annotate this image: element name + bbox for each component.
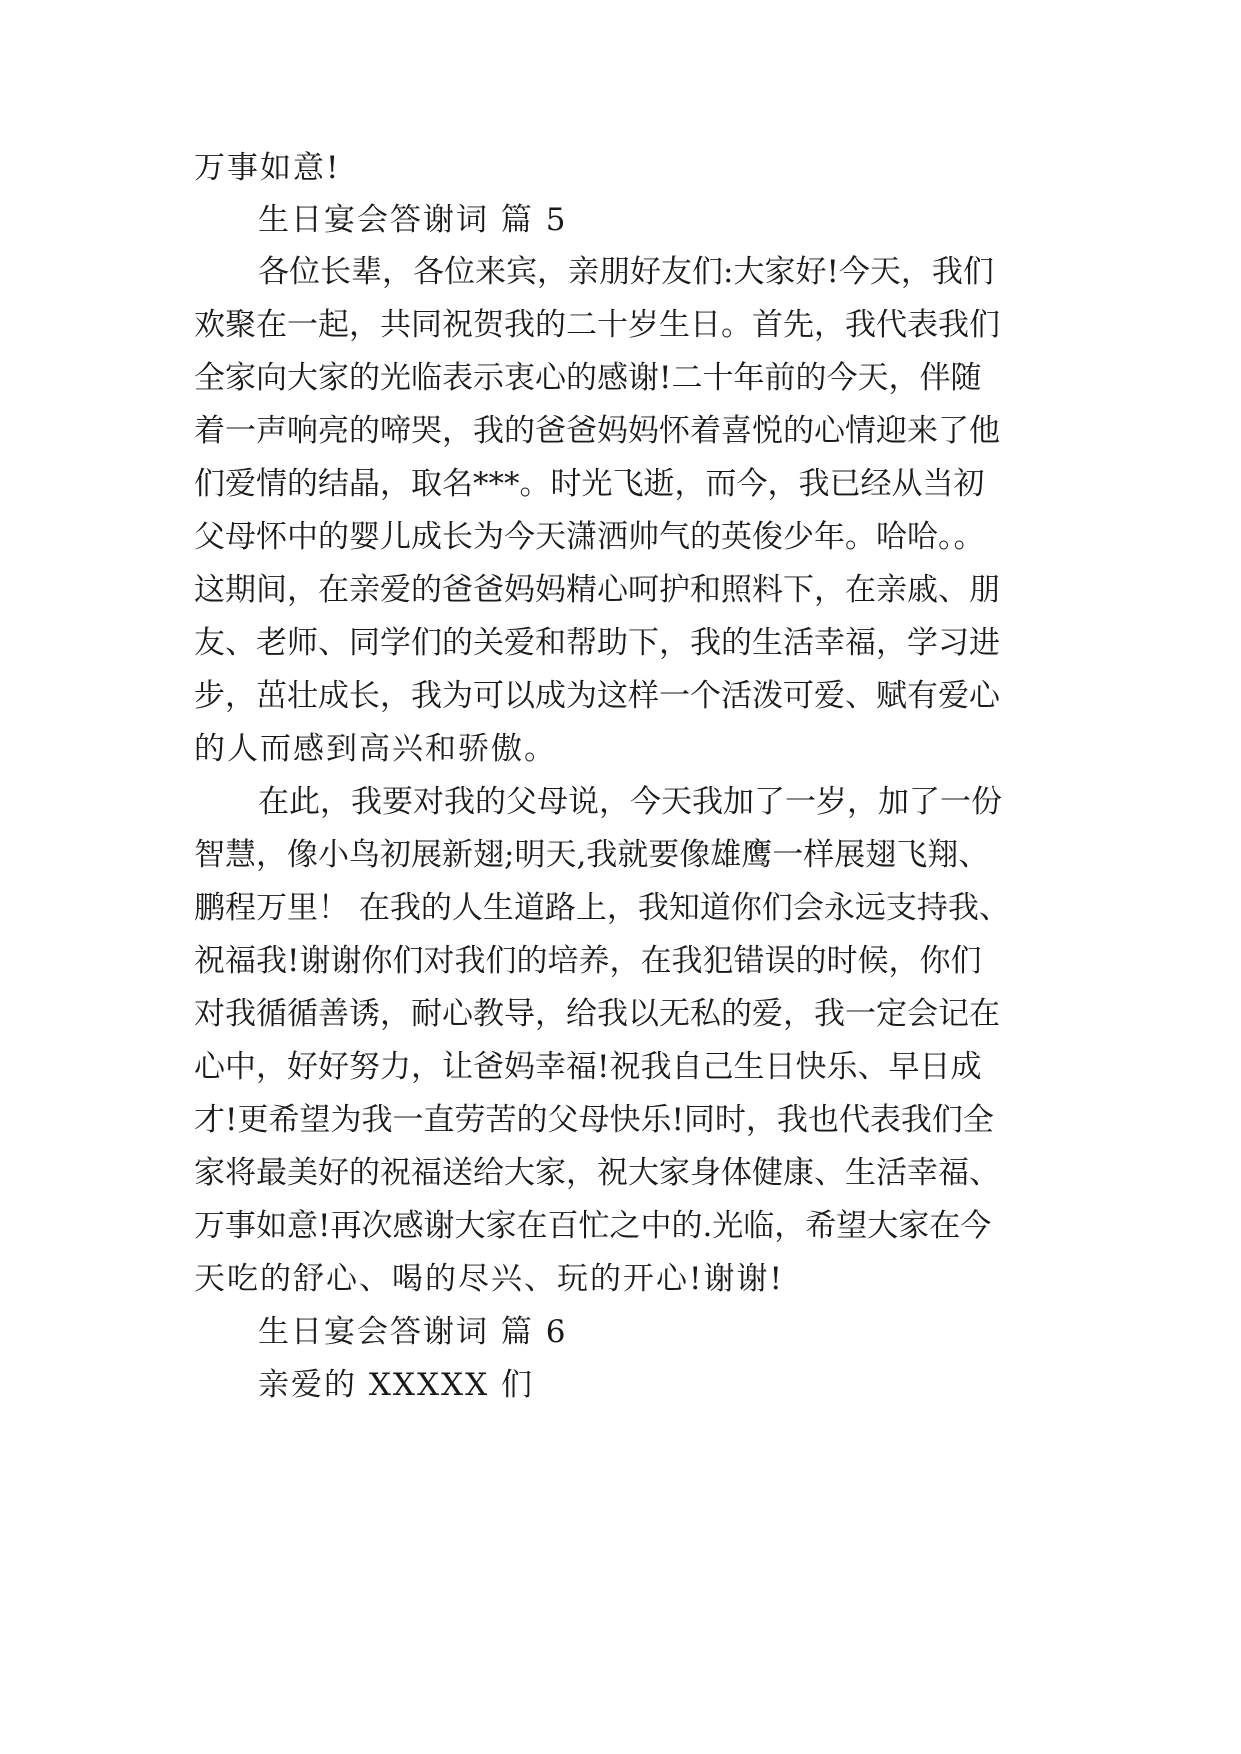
text-line: 的人而感到高兴和骄傲。 (194, 731, 557, 767)
text-line: 们爱情的结晶，取名***。时光飞逝，而今，我已经从当初 (194, 466, 985, 502)
text-line: 父母怀中的婴儿成长为今天潇洒帅气的英俊少年。哈哈。。 (194, 519, 985, 555)
text-line: 步，茁壮成长，我为可以成为这样一个活泼可爱、赋有爱心 (194, 678, 1000, 714)
text-line: 祝福我!谢谢你们对我们的培养，在我犯错误的时候，你们 (194, 943, 982, 979)
section-heading: 生日宴会答谢词 篇 6 (258, 1314, 568, 1350)
text-line: 才!更希望为我一直劳苦的父母快乐!同时，我也代表我们全 (194, 1102, 994, 1138)
text-line: 欢聚在一起，共同祝贺我的二十岁生日。首先，我代表我们 (194, 307, 1000, 343)
text-line: 鹏程万里！ 在我的人生道路上，我知道你们会永远支持我、 (194, 890, 1010, 926)
text-line: 全家向大家的光临表示衷心的感谢!二十年前的今天，伴随 (194, 360, 982, 396)
text-line: 亲爱的 XXXXX 们 (258, 1367, 535, 1403)
text-line: 着一声响亮的啼哭，我的爸爸妈妈怀着喜悦的心情迎来了他 (194, 413, 1000, 449)
text-line: 万事如意! (194, 150, 341, 186)
text-line: 各位长辈，各位来宾，亲朋好友们:大家好!今天，我们 (258, 254, 994, 290)
text-line: 在此，我要对我的父母说，今天我加了一岁，加了一份 (258, 784, 1002, 820)
text-line: 智慧，像小鸟初展新翅;明天,我就要像雄鹰一样展翅飞翔、 (194, 837, 990, 873)
section-heading: 生日宴会答谢词 篇 5 (258, 202, 568, 238)
text-line: 友、老师、同学们的关爱和帮助下，我的生活幸福，学习进 (194, 625, 1000, 661)
text-line: 对我循循善诱，耐心教导，给我以无私的爱，我一定会记在 (194, 996, 1000, 1032)
text-line: 心中，好好努力，让爸妈幸福!祝我自己生日快乐、早日成 (194, 1049, 982, 1085)
text-line: 这期间，在亲爱的爸爸妈妈精心呵护和照料下，在亲戚、朋 (194, 572, 1000, 608)
text-line: 天吃的舒心、喝的尽兴、玩的开心!谢谢! (194, 1261, 784, 1297)
text-line: 万事如意!再次感谢大家在百忙之中的.光临，希望大家在今 (194, 1208, 992, 1244)
text-line: 家将最美好的祝福送给大家，祝大家身体健康、生活幸福、 (194, 1155, 1000, 1191)
